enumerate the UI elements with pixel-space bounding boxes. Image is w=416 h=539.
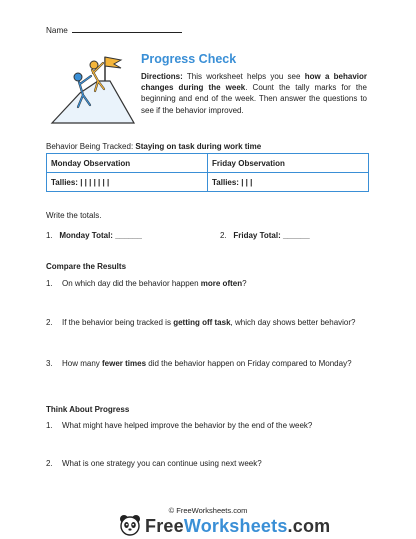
compare-question-2 (46, 317, 376, 341)
behavior-tracked-value: Staying on task during work time (135, 142, 262, 151)
brand-part: .com (287, 515, 331, 536)
question-text: What might have helped improve the behavior by the end of the week? (62, 421, 313, 430)
monday-tallies: Tallies: | | | | | | | (47, 173, 208, 192)
directions-part: This worksheet helps you see (182, 72, 305, 81)
item-number: 1. (46, 421, 53, 430)
name-blank[interactable] (72, 25, 182, 33)
item-number: 2. (220, 231, 227, 240)
compare-question-3 (46, 358, 376, 382)
question-text: What is one strategy you can continue using next week? (62, 459, 262, 468)
brand-logo[interactable] (119, 514, 330, 538)
question-part: , which day shows better behavior? (230, 318, 356, 327)
item-number: 2. (46, 459, 53, 468)
question-text (62, 317, 367, 328)
question-part: If the behavior being tracked is (62, 318, 174, 327)
table-row (47, 154, 369, 173)
think-question-1 (46, 420, 376, 434)
copyright-link[interactable]: © FreeWorksheets.com (168, 506, 248, 515)
question-emphasis: fewer times (102, 359, 147, 368)
friday-tallies: Tallies: | | | (208, 173, 369, 192)
observation-table (46, 153, 369, 192)
write-totals-instruction: Write the totals. (46, 211, 102, 220)
question-emphasis: getting off task (173, 318, 231, 327)
item-number: 2. (46, 318, 53, 327)
monday-total-field[interactable]: Monday Total: ______ (59, 231, 142, 240)
question-part: How many (62, 359, 103, 368)
think-question-2 (46, 458, 376, 472)
name-field[interactable] (46, 25, 182, 35)
behavior-tracked-label: Behavior Being Tracked: (46, 142, 136, 151)
directions-text (141, 71, 367, 116)
directions-label: Directions: (141, 72, 183, 81)
brand-part: Free (145, 515, 184, 536)
question-part: ? (242, 279, 247, 288)
think-heading: Think About Progress (46, 405, 130, 414)
question-text (62, 358, 367, 369)
table-row (47, 173, 369, 192)
question-part: did the behavior happen on Friday compared to Monday? (146, 359, 352, 368)
table-header-friday: Friday Observation (208, 154, 369, 173)
friday-total-field[interactable]: Friday Total: ______ (233, 231, 310, 240)
item-number: 1. (46, 279, 53, 288)
question-part: On which day did the behavior happen (62, 279, 201, 288)
item-number: 3. (46, 359, 53, 368)
brand-wordmark (145, 516, 330, 537)
name-label: Name (46, 26, 68, 35)
directions-part: . Count the tally marks for the beginning and end of the week. Then answer the questions to see if the behavior improved. (141, 83, 367, 115)
page-title: Progress Check (141, 52, 237, 66)
climbing-figures-icon (48, 51, 136, 125)
behavior-tracked (46, 142, 261, 151)
directions-emphasis: how a behavior changes during the week (141, 72, 368, 93)
monday-total-item[interactable] (46, 231, 142, 240)
table-header-monday: Monday Observation (47, 154, 208, 173)
question-text (62, 278, 367, 289)
panda-logo-icon (119, 514, 141, 538)
question-emphasis: more often (200, 279, 243, 288)
item-number: 1. (46, 231, 53, 240)
friday-total-item[interactable] (220, 231, 310, 240)
compare-question-1 (46, 278, 376, 302)
compare-heading: Compare the Results (46, 262, 127, 271)
brand-part: Worksheets (183, 515, 288, 536)
